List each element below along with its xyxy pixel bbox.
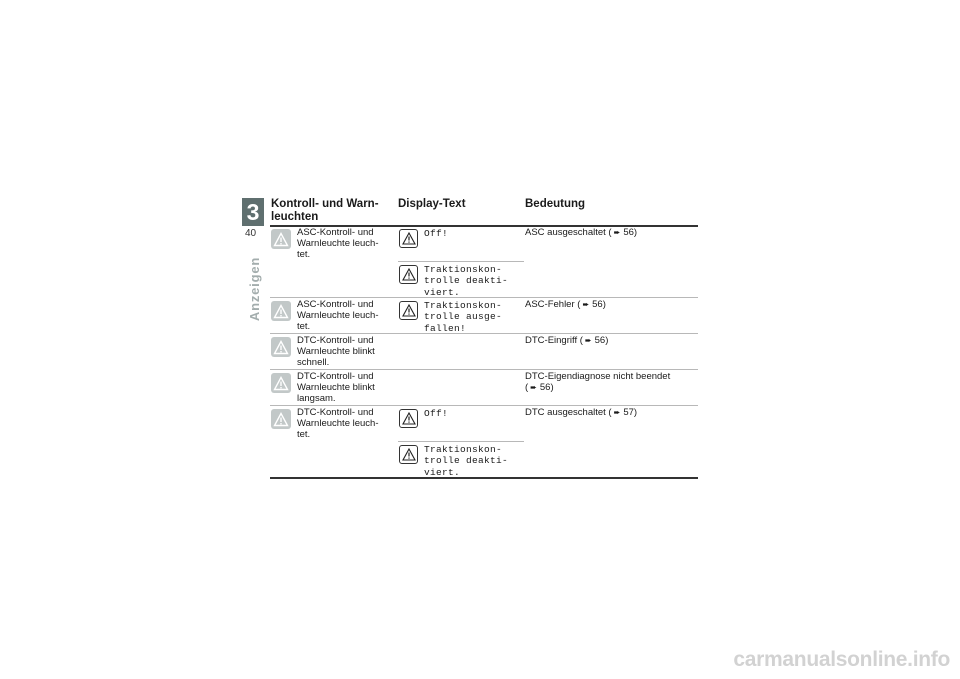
- display-text: Off!: [424, 408, 449, 419]
- light-description: DTC-Kontroll- und Warnleuchte blinkt schnell.: [297, 335, 375, 368]
- meaning-label: DTC-Eigendiagnose nicht beendet: [525, 371, 671, 382]
- page-reference-arrow-icon: ➨: [613, 408, 621, 417]
- warning-triangle-icon: [399, 409, 418, 428]
- page-reference[interactable]: 56: [594, 335, 606, 346]
- display-text: Traktionskon- trolle deakti- viert.: [424, 444, 509, 478]
- header-lights: Kontroll- und Warn- leuchten: [271, 198, 379, 223]
- meaning-text: DTC ausgeschaltet ( ➨ 57): [525, 407, 638, 418]
- light-description: ASC-Kontroll- und Warnleuchte leuch-tet.: [297, 299, 379, 332]
- meaning-text: ASC ausgeschaltet ( ➨ 56): [525, 227, 638, 238]
- header-meaning: Bedeutung: [525, 198, 586, 210]
- table-row-divider: [270, 369, 698, 370]
- asc-dtc-warning-lamp-icon: [271, 337, 291, 357]
- page-reference[interactable]: 56: [623, 227, 634, 238]
- page-number: 40: [245, 228, 257, 239]
- display-text: Traktionskon- trolle ausge- fallen!: [424, 300, 503, 334]
- warning-triangle-icon: [399, 301, 418, 320]
- watermark: carmanualsonline.info: [733, 648, 950, 671]
- chapter-title-vertical: Anzeigen: [247, 256, 262, 322]
- asc-dtc-warning-lamp-icon: [271, 373, 291, 393]
- page-reference-arrow-icon: ➨: [613, 228, 621, 237]
- meaning-label: DTC ausgeschaltet: [525, 407, 606, 418]
- page-reference-arrow-icon: ➨: [582, 300, 590, 309]
- meaning-text: DTC-Eigendiagnose nicht beendet ( ➨ 56): [525, 371, 671, 393]
- page-reference-arrow-icon: ➨: [530, 382, 537, 392]
- header-display-text: Display-Text: [398, 198, 466, 210]
- light-description: ASC-Kontroll- und Warnleuchte leuch-tet.: [297, 227, 379, 260]
- meaning-text: ASC-Fehler ( ➨ 56): [525, 299, 606, 310]
- table-row-divider: [270, 405, 698, 406]
- table-row-divider: [398, 261, 524, 262]
- page-reference[interactable]: 56: [539, 381, 551, 393]
- meaning-label: DTC-Eingriff: [525, 335, 578, 346]
- page-reference[interactable]: 56: [592, 299, 603, 310]
- light-description: DTC-Kontroll- und Warnleuchte blinkt langsam.: [297, 371, 375, 404]
- page-reference[interactable]: 57: [623, 407, 634, 418]
- display-text: Traktionskon- trolle deakti- viert.: [424, 264, 509, 298]
- warning-triangle-icon: [399, 445, 418, 464]
- warning-triangle-icon: [399, 265, 418, 284]
- display-text: Off!: [424, 228, 449, 239]
- asc-dtc-warning-lamp-icon: [271, 409, 291, 429]
- table-row-divider: [398, 441, 524, 442]
- meaning-label: ASC-Fehler: [525, 299, 575, 310]
- light-description: DTC-Kontroll- und Warnleuchte leuch-tet.: [297, 407, 379, 440]
- chapter-number-tab: 3: [242, 198, 264, 226]
- meaning-text: DTC-Eingriff ( ➨ 56): [525, 335, 609, 346]
- asc-dtc-warning-lamp-icon: [271, 301, 291, 321]
- asc-dtc-warning-lamp-icon: [271, 229, 291, 249]
- page-reference-arrow-icon: ➨: [584, 336, 592, 345]
- warning-triangle-icon: [399, 229, 418, 248]
- meaning-label: ASC ausgeschaltet: [525, 227, 606, 238]
